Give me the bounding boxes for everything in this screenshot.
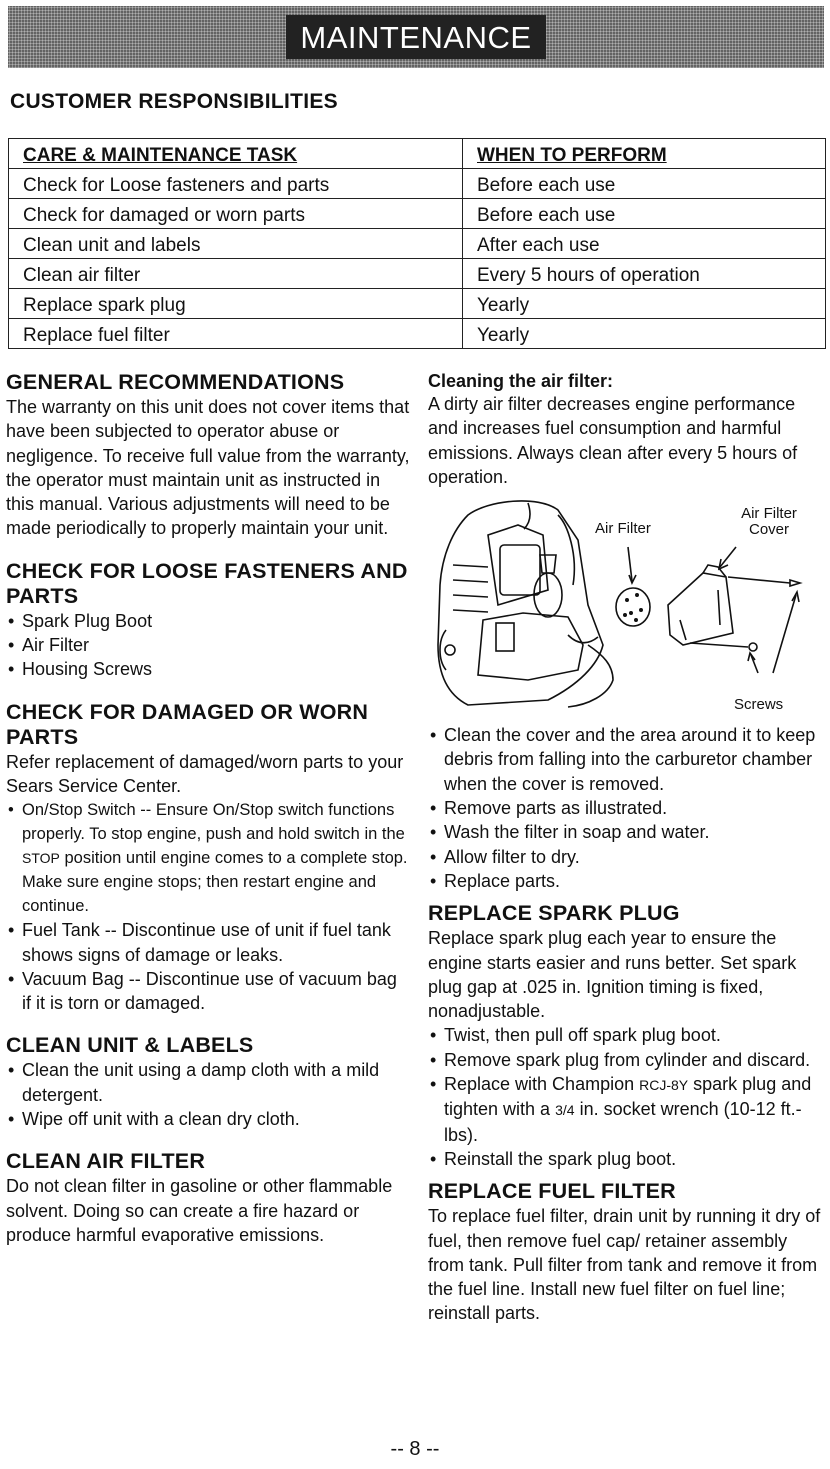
replace-spark-plug-heading: REPLACE SPARK PLUG [428, 901, 680, 926]
cleaning-steps-list [428, 723, 826, 893]
table-row [9, 319, 826, 349]
table-cell-task: Check for damaged or worn parts [9, 199, 463, 229]
loose-parts-list [6, 609, 410, 682]
replace-spark-plug-text: Replace spark plug each year to ensure the engine starts easier and runs better. Set spark plug gap at .025 in. Ignition timing is fixed, nonadjustable. [428, 928, 797, 1022]
table-cell-task: Check for Loose fasteners and parts [9, 169, 463, 199]
table-cell-task: Clean air filter [9, 259, 463, 289]
table-row [9, 169, 826, 199]
onoff-rest: position until engine comes to a complete stop. Make sure engine stops; then restart engine and continue. [22, 849, 408, 916]
cleaning-air-filter-heading: Cleaning the air filter: [428, 371, 614, 391]
list-item: • Vacuum Bag -- Discontinue use of vacuum bag if it is torn or damaged. [6, 967, 410, 1016]
banner-title: MAINTENANCE [286, 15, 545, 59]
list-item: • Reinstall the spark plug boot. [428, 1147, 826, 1171]
clean-unit-heading: CLEAN UNIT & LABELS [6, 1033, 254, 1058]
general-recommendations-heading: GENERAL RECOMMENDATIONS [6, 370, 345, 394]
table-cell-task: Clean unit and labels [9, 229, 463, 259]
customer-responsibilities-title: CUSTOMER RESPONSIBILITIES [10, 90, 338, 113]
list-item: • Remove parts as illustrated. [428, 796, 826, 820]
left-column [6, 370, 410, 1247]
list-item: • Twist, then pull off spark plug boot. [428, 1023, 826, 1047]
list-item: • Clean the cover and the area around it to keep debris from falling into the carburetor chamber when the cover is removed. [428, 723, 826, 796]
list-item: • Allow filter to dry. [428, 845, 826, 869]
table-cell-when: Every 5 hours of operation [463, 259, 826, 289]
list-item: • Housing Screws [6, 657, 410, 681]
list-item: • Fuel Tank -- Discontinue use of unit if fuel tank shows signs of damage or leaks. [6, 918, 410, 967]
list-item: • Remove spark plug from cylinder and discard. [428, 1048, 826, 1072]
damaged-intro: Refer replacement of damaged/worn parts to your Sears Service Center. [6, 751, 404, 796]
stop-word: STOP [22, 850, 60, 867]
table-cell-when: Yearly [463, 319, 826, 349]
wrench-size: 3/4 [555, 1102, 575, 1119]
list-item-onoff-switch [6, 798, 410, 918]
clean-unit-list [6, 1058, 410, 1131]
spark-plug-steps-list [428, 1023, 826, 1171]
list-item: • Spark Plug Boot [6, 609, 410, 633]
champion-rest: in. socket wrench (10-12 ft.-lbs). [444, 1099, 802, 1145]
table-row [9, 199, 826, 229]
general-recommendations-text: The warranty on this unit does not cover items that have been subjected to operator abuse or negligence. To receive full value from the warranty, the operator must maintain unit as instructed in this manual. Various adjustments will need to be made periodically to properly maintain your unit. [6, 397, 410, 539]
air-filter-cover-label: Air Filter Cover [741, 505, 797, 539]
list-item: • Wash the filter in soap and water. [428, 820, 826, 844]
table-cell-when: Yearly [463, 289, 826, 319]
table-row [9, 229, 826, 259]
maintenance-banner [8, 6, 824, 68]
clean-air-filter-text: Do not clean filter in gasoline or other flammable solvent. Doing so can create a fire hazard or produce harmful evaporative emissions. [6, 1176, 393, 1245]
table-cell-when: After each use [463, 229, 826, 259]
table-cell-task: Replace fuel filter [9, 319, 463, 349]
champion-lead: Replace with Champion [444, 1074, 635, 1095]
list-item: • Wipe off unit with a clean dry cloth. [6, 1107, 410, 1131]
champion-mid: spark plug and tighten with a [444, 1074, 812, 1120]
table-cell-when: Before each use [463, 169, 826, 199]
cleaning-air-filter-text: A dirty air filter decreases engine performance and increases fuel consumption and harmful emissions. Always clean after every 5 hours of operation. [428, 394, 798, 487]
table-header-task: CARE & MAINTENANCE TASK [9, 139, 463, 169]
list-item: • Air Filter [6, 633, 410, 657]
page-number: -- 8 -- [390, 1438, 440, 1460]
spark-plug-model: RCJ-8Y [639, 1077, 689, 1094]
table-cell-when: Before each use [463, 199, 826, 229]
table-row [9, 289, 826, 319]
air-filter-diagram [428, 495, 824, 717]
check-loose-heading: CHECK FOR LOOSE FASTENERS AND PARTS [6, 558, 408, 608]
list-item: • Clean the unit using a damp cloth with a mild detergent. [6, 1058, 410, 1107]
list-item-champion [428, 1072, 826, 1147]
right-column [428, 370, 826, 1326]
list-item: • Replace parts. [428, 869, 826, 893]
table-cell-task: Replace spark plug [9, 289, 463, 319]
maintenance-schedule-table [8, 138, 826, 349]
table-header-when: WHEN TO PERFORM [463, 139, 826, 169]
table-row [9, 259, 826, 289]
air-filter-label: Air Filter [595, 520, 651, 538]
screws-label: Screws [734, 696, 784, 714]
onoff-lead: On/Stop Switch -- Ensure On/Stop switch functions properly. To stop engine, push and hold switch in the [22, 801, 405, 844]
table-header-row [9, 139, 826, 169]
replace-fuel-filter-text: To replace fuel filter, drain unit by running it dry of fuel, then remove fuel cap/ retainer assembly from tank. Pull filter from tank and remove it from the fuel line. Install new fuel filter on fuel line; reinstall parts. [428, 1206, 821, 1324]
damaged-parts-list [6, 798, 410, 1015]
clean-air-filter-heading: CLEAN AIR FILTER [6, 1149, 206, 1174]
replace-fuel-filter-heading: REPLACE FUEL FILTER [428, 1179, 676, 1204]
check-damaged-heading: CHECK FOR DAMAGED OR WORN PARTS [6, 699, 369, 749]
